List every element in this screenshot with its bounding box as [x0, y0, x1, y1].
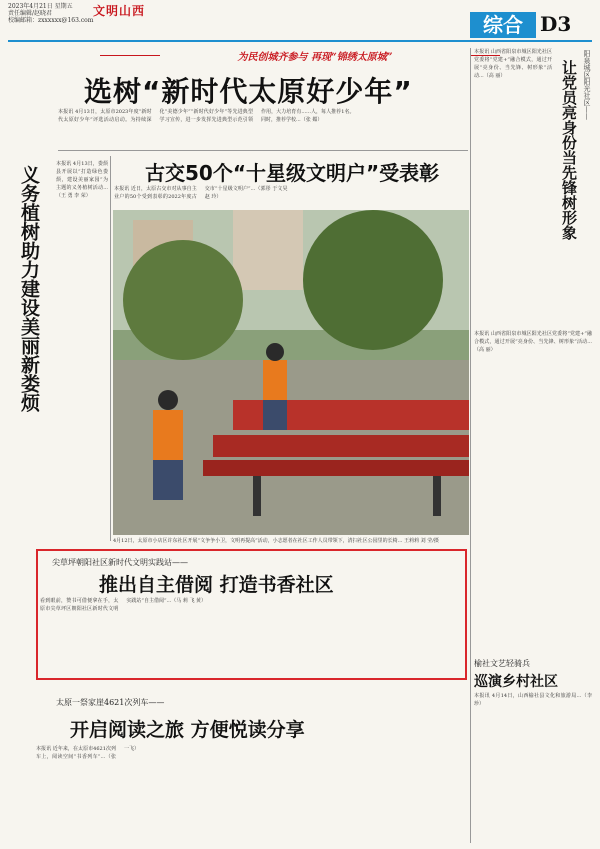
right-title: 让党员亮身份当先锋树形象: [560, 60, 578, 240]
column-rule: [110, 156, 111, 541]
banner-slogan: 为民创城齐参与 再现“锦绣太原城”: [160, 48, 470, 62]
article4-body: 看到眼前，赞书可借便拿在手，太原市尖草坪区朝阳社区新时代文明实践站“自主借阅”...（马 莉 飞 黄）: [40, 598, 207, 612]
article3-title: 古交50个“十星级文明户”受表彰: [145, 161, 440, 185]
right-sub-body: 本报讯 4月14日，山西榆社县文化和旅游局...（李 珍）: [474, 693, 592, 707]
article5-title: 开启阅读之旅 方便悦读分享: [70, 719, 305, 741]
article3-body: 本报讯 近日，太原古交市对从事自主业户的50个受到表彰的2022年度古交市“十星级文明户”...（郭彤 于文昊 赵 玲）: [114, 186, 288, 200]
article1-body: 本报讯 4月13日，太原市2023年度“新时代太原好少年”评选活动启动。为持续深化“美德少年”“新时代好少年”等先进典型学习宣传，进一步发挥先进典型示范引领作用，大力培育有......人，每人推荐1名。同时，推荐学校...（张 媚）: [58, 109, 355, 123]
news-photo: [113, 210, 469, 535]
divider: [58, 150, 468, 151]
article4-kicker: 尖草坪朝阳社区新时代文明实践站——: [52, 558, 188, 567]
article4-title: 推出自主借阅 打造书香社区: [99, 574, 334, 596]
photo-caption: 4月12日，太原市小店区许东社区开展“文争争小卫，文明再提高”活动，小志愿者在社区工作人员带领下，清扫社区公园里的长椅... 王莉莉 刘 莹/摄: [113, 538, 439, 544]
right-sub-kicker: 榆社文艺轻骑兵: [474, 659, 530, 668]
right-sub-title: 巡演乡村社区: [474, 674, 558, 690]
right-kicker: 阳泉城区阳光社区——: [583, 50, 591, 120]
header-rule: [8, 40, 592, 42]
article5-body: 本报讯 近年来，在太原市4621次列车上，阅读空间“书香列车”...（张 一飞）: [36, 746, 140, 760]
date-line: 2023年4月21日 星期五: [8, 3, 73, 10]
proof-line: 校编邮箱：zxxxxxx@163.com: [8, 17, 94, 24]
header-meta: [8, 3, 94, 24]
article1-title: 选树“新时代太原好少年”: [84, 75, 413, 108]
right-body-top: 本报讯 山西省阳泉市城区阳光社区党委将“党建+”融合模式，通过开展“亮身份、当先锋、树形象”活动...（高 丽）: [474, 49, 552, 79]
right-body: 本报讯 山西省阳泉市城区阳光社区党委将“党建+”融合模式，通过开展“亮身份、当先锋、树形象”活动...（高 丽）: [474, 331, 592, 353]
column-rule-right: [470, 48, 471, 843]
editor-line: 责任编辑/赵晓君: [8, 10, 53, 17]
park-scene-image: [113, 210, 469, 535]
article2-title: 义务植树助力建设美丽新娄烦: [18, 165, 40, 412]
article2-body: 本报讯 4月13日，娄烦县开展以“打造绿色娄烦，建设美丽家园”为主题的义务植树活动...（王 勇 李 荣）: [56, 161, 108, 199]
page-number: D3: [540, 12, 572, 36]
article5-kicker: 太原一祭家崖4621次列车——: [56, 698, 165, 707]
section-tag: 综合: [470, 12, 536, 38]
masthead-logo: 文明山西: [93, 4, 146, 18]
